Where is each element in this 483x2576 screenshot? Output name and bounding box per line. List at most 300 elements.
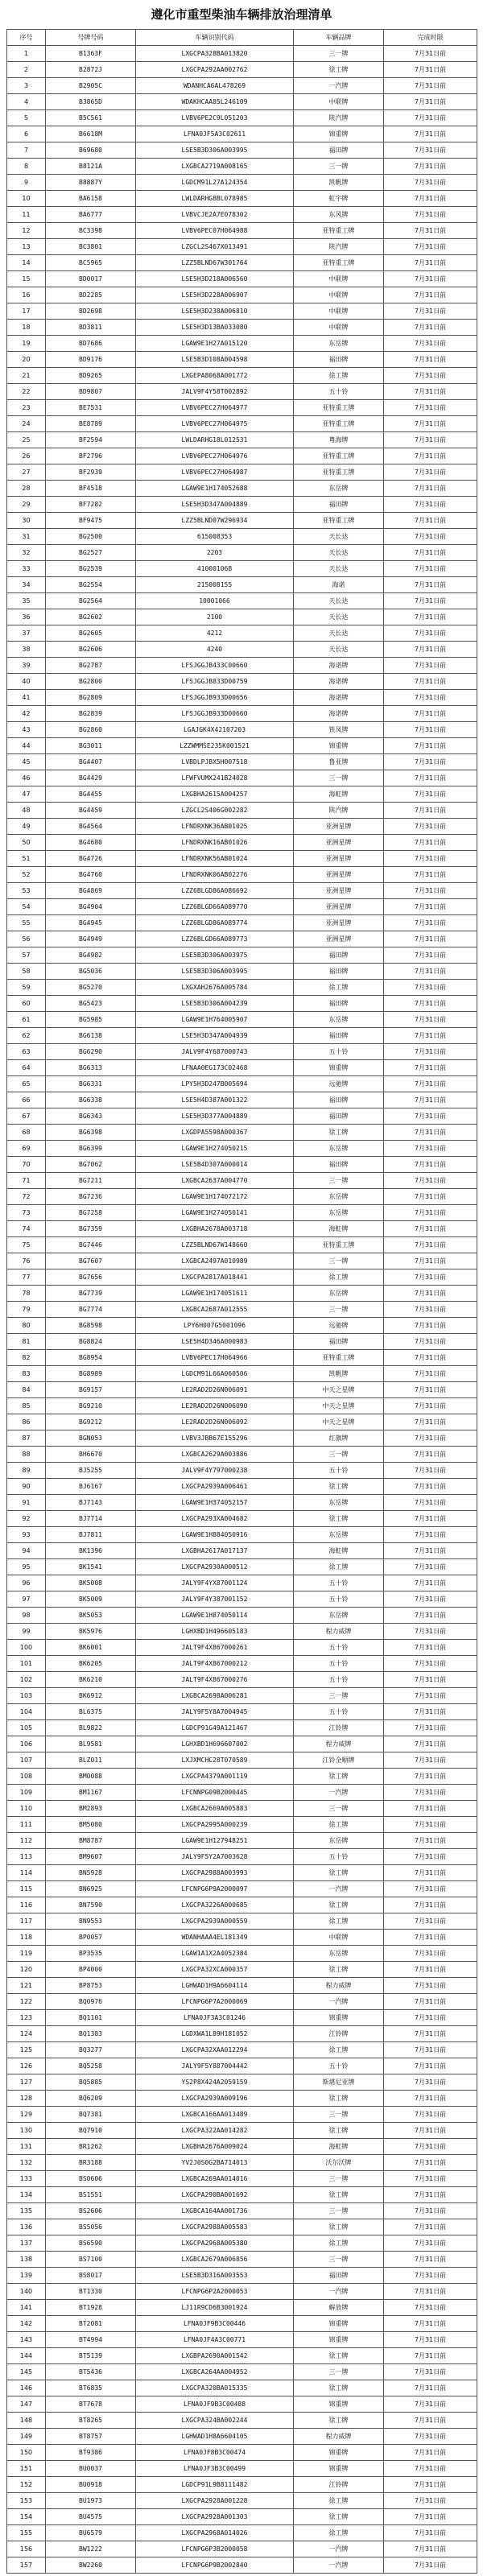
cell-index: 12 <box>7 223 46 239</box>
cell-deadline: 7月31日前 <box>384 1897 477 1913</box>
cell-deadline: 7月31日前 <box>384 561 477 577</box>
table-row <box>7 142 477 159</box>
cell-vin: LPY6H007G5001096 <box>136 1318 294 1334</box>
cell-brand: 徐工牌 <box>294 2219 384 2235</box>
cell-brand: 天长达 <box>294 642 384 658</box>
cell-deadline: 7月31日前 <box>384 2171 477 2187</box>
table-row <box>7 175 477 191</box>
cell-index: 41 <box>7 690 46 706</box>
cell-index: 142 <box>7 2316 46 2332</box>
table-row <box>7 481 477 497</box>
table-row <box>7 464 477 481</box>
table-row <box>7 1237 477 1253</box>
cell-plate: BG8989 <box>46 1366 136 1382</box>
cell-deadline: 7月31日前 <box>384 1382 477 1398</box>
table-row <box>7 2461 477 2477</box>
cell-deadline: 7月31日前 <box>384 416 477 432</box>
cell-plate: BG2554 <box>46 577 136 593</box>
cell-deadline: 7月31日前 <box>384 2155 477 2171</box>
cell-index: 31 <box>7 529 46 545</box>
cell-plate: BG7062 <box>46 1157 136 1173</box>
cell-brand: 东岳牌 <box>294 1012 384 1028</box>
table-row <box>7 2509 477 2525</box>
cell-plate: BQ7910 <box>46 2123 136 2139</box>
cell-plate: B2905C <box>46 78 136 94</box>
cell-index: 97 <box>7 1591 46 1608</box>
cell-index: 141 <box>7 2300 46 2316</box>
table-row <box>7 577 477 593</box>
cell-plate: BJ5255 <box>46 1463 136 1479</box>
cell-vin: JALT9F4X867000212 <box>136 1656 294 1672</box>
cell-plate: BG2602 <box>46 609 136 625</box>
table-row <box>7 1575 477 1591</box>
cell-deadline: 7月31日前 <box>384 1479 477 1495</box>
cell-vin: LGAW9E1H174072172 <box>136 1189 294 1205</box>
cell-plate: BG9212 <box>46 1414 136 1430</box>
cell-deadline: 7月31日前 <box>384 1769 477 1785</box>
cell-brand: 东岳牌 <box>294 1608 384 1624</box>
cell-plate: BG7656 <box>46 1269 136 1286</box>
cell-vin: LSE5H4D387A001322 <box>136 1092 294 1108</box>
cell-plate: BU4575 <box>46 2509 136 2525</box>
cell-vin: LXGBHA2676A009024 <box>136 2139 294 2155</box>
cell-vin: 615008353 <box>136 529 294 545</box>
cell-index: 66 <box>7 1092 46 1108</box>
cell-vin: LXGBHA2617A017137 <box>136 1543 294 1559</box>
cell-plate: BT1330 <box>46 2284 136 2300</box>
cell-brand: 徐工牌 <box>294 1817 384 1833</box>
cell-index: 88 <box>7 1447 46 1463</box>
cell-plate: BK5976 <box>46 1624 136 1640</box>
cell-deadline: 7月31日前 <box>384 2525 477 2541</box>
cell-vin: WDANHCA6AL478269 <box>136 78 294 94</box>
table-row <box>7 2541 477 2557</box>
cell-index: 138 <box>7 2252 46 2268</box>
cell-index: 3 <box>7 78 46 94</box>
cell-vin: LFNDRXNK36AB01025 <box>136 819 294 835</box>
cell-deadline: 7月31日前 <box>384 1624 477 1640</box>
cell-index: 133 <box>7 2171 46 2187</box>
cell-index: 96 <box>7 1575 46 1591</box>
cell-vin: LGHXBD1H496605183 <box>136 1624 294 1640</box>
cell-vin: LXGCPA290BA001692 <box>136 2187 294 2203</box>
table-row <box>7 1189 477 1205</box>
cell-index: 110 <box>7 1801 46 1817</box>
cell-brand: 锦重牌 <box>294 126 384 142</box>
table-row <box>7 2364 477 2380</box>
cell-plate: BU6579 <box>46 2525 136 2541</box>
cell-vin: LXGCPA2968A005380 <box>136 2235 294 2252</box>
cell-deadline: 7月31日前 <box>384 577 477 593</box>
cell-vin: LFNA0JF9B3C00488 <box>136 2396 294 2413</box>
cell-plate: BS1551 <box>46 2187 136 2203</box>
cell-deadline: 7月31日前 <box>384 786 477 803</box>
table-row <box>7 497 477 513</box>
cell-plate: BT5139 <box>46 2348 136 2364</box>
cell-deadline: 7月31日前 <box>384 223 477 239</box>
table-row <box>7 1334 477 1350</box>
cell-index: 111 <box>7 1817 46 1833</box>
table-row <box>7 1656 477 1672</box>
cell-deadline: 7月31日前 <box>384 706 477 722</box>
cell-index: 109 <box>7 1785 46 1801</box>
cell-deadline: 7月31日前 <box>384 867 477 883</box>
cell-deadline: 7月31日前 <box>384 658 477 674</box>
table-row <box>7 1962 477 1978</box>
cell-brand: 天长达 <box>294 593 384 609</box>
cell-plate: BR3188 <box>46 2155 136 2171</box>
cell-plate: BG7359 <box>46 1221 136 1237</box>
cell-plate: BG4945 <box>46 915 136 931</box>
table-row <box>7 2477 477 2493</box>
cell-deadline: 7月31日前 <box>384 1269 477 1286</box>
cell-plate: BT1928 <box>46 2300 136 2316</box>
cell-plate: BM0088 <box>46 1769 136 1785</box>
cell-index: 2 <box>7 62 46 78</box>
cell-index: 147 <box>7 2396 46 2413</box>
cell-vin: LZZWMMSE235K001521 <box>136 738 294 754</box>
cell-vin: LFNDRXNK56AB01024 <box>136 851 294 867</box>
cell-index: 107 <box>7 1752 46 1769</box>
cell-deadline: 7月31日前 <box>384 1688 477 1704</box>
cell-plate: BG7607 <box>46 1253 136 1269</box>
cell-deadline: 7月31日前 <box>384 2493 477 2509</box>
cell-vin: LSE5B3D306A004239 <box>136 996 294 1012</box>
table-row <box>7 1366 477 1382</box>
cell-brand: 徐工牌 <box>294 62 384 78</box>
cell-brand: 徐工牌 <box>294 2091 384 2107</box>
cell-index: 82 <box>7 1350 46 1366</box>
cell-vin: LXGCPA2817A018441 <box>136 1269 294 1286</box>
cell-vin: JALV9F4Y797000238 <box>136 1463 294 1479</box>
cell-index: 132 <box>7 2155 46 2171</box>
cell-brand: 三一牌 <box>294 46 384 62</box>
cell-deadline: 7月31日前 <box>384 2396 477 2413</box>
cell-vin: LXGBCA2687A012555 <box>136 1302 294 1318</box>
cell-vin: LXGCPA32XCA000357 <box>136 1962 294 1978</box>
vehicle-roster-table <box>6 29 477 2574</box>
cell-index: 86 <box>7 1414 46 1430</box>
cell-vin: LGDCM91L66A060506 <box>136 1366 294 1382</box>
cell-vin: LGAJGK4X42107203 <box>136 722 294 738</box>
cell-index: 104 <box>7 1704 46 1720</box>
column-header-index: 序号 <box>7 30 46 46</box>
cell-deadline: 7月31日前 <box>384 513 477 529</box>
table-row <box>7 980 477 996</box>
cell-plate: BG4726 <box>46 851 136 867</box>
cell-brand: 徐工牌 <box>294 2187 384 2203</box>
cell-deadline: 7月31日前 <box>384 642 477 658</box>
cell-brand: 陕汽牌 <box>294 110 384 126</box>
cell-vin: LXGCPA2930A000512 <box>136 1559 294 1575</box>
cell-vin: LGAW9E1H374052157 <box>136 1495 294 1511</box>
cell-deadline: 7月31日前 <box>384 2042 477 2058</box>
cell-index: 79 <box>7 1302 46 1318</box>
cell-brand: 徐工牌 <box>294 2235 384 2252</box>
cell-vin: LXGBCA269AA014016 <box>136 2171 294 2187</box>
cell-deadline: 7月31日前 <box>384 1962 477 1978</box>
cell-deadline: 7月31日前 <box>384 1672 477 1688</box>
cell-vin: JALT9F4X867000261 <box>136 1640 294 1656</box>
table-row <box>7 1414 477 1430</box>
cell-vin: 4240 <box>136 642 294 658</box>
cell-index: 144 <box>7 2348 46 2364</box>
cell-index: 71 <box>7 1173 46 1189</box>
cell-vin: LXGBCA264AA004952 <box>136 2364 294 2380</box>
table-row <box>7 1479 477 1495</box>
cell-vin: LFNA0JF3B3C00499 <box>136 2461 294 2477</box>
cell-index: 70 <box>7 1157 46 1173</box>
cell-vin: LSE5H3D13BA033080 <box>136 320 294 336</box>
cell-brand: 程力威牌 <box>294 1624 384 1640</box>
cell-plate: BL6375 <box>46 1704 136 1720</box>
cell-plate: BG4429 <box>46 770 136 786</box>
cell-index: 28 <box>7 481 46 497</box>
cell-deadline: 7月31日前 <box>384 271 477 287</box>
table-row <box>7 2300 477 2316</box>
cell-vin: LVBV3JBB67E155296 <box>136 1430 294 1447</box>
table-row <box>7 2413 477 2429</box>
cell-deadline: 7月31日前 <box>384 2074 477 2091</box>
cell-deadline: 7月31日前 <box>384 609 477 625</box>
table-row <box>7 819 477 835</box>
cell-brand: 海虹牌 <box>294 1543 384 1559</box>
cell-plate: BG8954 <box>46 1350 136 1366</box>
cell-deadline: 7月31日前 <box>384 62 477 78</box>
table-row <box>7 2187 477 2203</box>
cell-index: 124 <box>7 2026 46 2042</box>
cell-deadline: 7月31日前 <box>384 1704 477 1720</box>
cell-brand: 五十铃 <box>294 1591 384 1608</box>
cell-brand: 鲁亚牌 <box>294 754 384 770</box>
cell-vin: LXGEPA8068A001772 <box>136 368 294 384</box>
cell-brand: 徐工牌 <box>294 1865 384 1881</box>
cell-deadline: 7月31日前 <box>384 931 477 947</box>
cell-brand: 一汽牌 <box>294 2541 384 2557</box>
cell-plate: BR1262 <box>46 2139 136 2155</box>
table-row <box>7 1720 477 1736</box>
cell-index: 43 <box>7 722 46 738</box>
cell-plate: BN6925 <box>46 1881 136 1897</box>
cell-brand: 锦重牌 <box>294 2396 384 2413</box>
cell-deadline: 7月31日前 <box>384 1430 477 1447</box>
cell-deadline: 7月31日前 <box>384 207 477 223</box>
cell-plate: BT6835 <box>46 2380 136 2396</box>
cell-vin: LSE5H3D228A006907 <box>136 287 294 303</box>
cell-plate: BM2893 <box>46 1801 136 1817</box>
cell-vin: LSE5H3D347A004939 <box>136 1028 294 1044</box>
cell-deadline: 7月31日前 <box>384 2252 477 2268</box>
cell-brand: 天长达 <box>294 561 384 577</box>
cell-plate: BG6290 <box>46 1044 136 1060</box>
table-row <box>7 2493 477 2509</box>
cell-plate: BD0017 <box>46 271 136 287</box>
cell-index: 23 <box>7 400 46 416</box>
cell-plate: BU1973 <box>46 2493 136 2509</box>
cell-brand: 五十铃 <box>294 1656 384 1672</box>
cell-plate: BJ6167 <box>46 1479 136 1495</box>
table-row <box>7 1608 477 1624</box>
cell-brand: 中天之星牌 <box>294 1398 384 1414</box>
table-row <box>7 1157 477 1173</box>
cell-vin: WDAKHCAA85L246109 <box>136 94 294 110</box>
cell-brand: 陕汽牌 <box>294 803 384 819</box>
cell-vin: LXGCPA292AA002762 <box>136 62 294 78</box>
table-row <box>7 1269 477 1286</box>
cell-vin: LXGCPA3226A000685 <box>136 1897 294 1913</box>
cell-brand: 中联牌 <box>294 271 384 287</box>
table-row <box>7 255 477 271</box>
cell-plate: BT9386 <box>46 2445 136 2461</box>
cell-vin: LSE5B3D306A003995 <box>136 964 294 980</box>
cell-index: 55 <box>7 915 46 931</box>
cell-index: 157 <box>7 2557 46 2574</box>
cell-deadline: 7月31日前 <box>384 94 477 110</box>
cell-deadline: 7月31日前 <box>384 497 477 513</box>
table-row <box>7 2380 477 2396</box>
table-row <box>7 2316 477 2332</box>
cell-deadline: 7月31日前 <box>384 915 477 931</box>
cell-brand: 福田牌 <box>294 2268 384 2284</box>
cell-index: 94 <box>7 1543 46 1559</box>
cell-deadline: 7月31日前 <box>384 1978 477 1994</box>
cell-plate: BJ7714 <box>46 1511 136 1527</box>
cell-plate: BS2606 <box>46 2203 136 2219</box>
cell-plate: BG5423 <box>46 996 136 1012</box>
cell-vin: LXGCPA293XA004682 <box>136 1511 294 1527</box>
cell-vin: YV2J0S0G2BA714013 <box>136 2155 294 2171</box>
cell-plate: BM9607 <box>46 1849 136 1865</box>
cell-brand: 沃尔沃牌 <box>294 2155 384 2171</box>
cell-brand: 徐工牌 <box>294 2123 384 2139</box>
cell-index: 25 <box>7 432 46 448</box>
cell-index: 103 <box>7 1688 46 1704</box>
cell-deadline: 7月31日前 <box>384 593 477 609</box>
cell-brand: 海诺牌 <box>294 658 384 674</box>
cell-plate: B1363F <box>46 46 136 62</box>
cell-plate: BT2081 <box>46 2316 136 2332</box>
cell-vin: LZZ5BLND67W148660 <box>136 1237 294 1253</box>
cell-plate: BL9822 <box>46 1720 136 1736</box>
cell-vin: LVBV6PEC07H064988 <box>136 223 294 239</box>
cell-index: 129 <box>7 2107 46 2123</box>
cell-vin: LSE5H3D347A004889 <box>136 497 294 513</box>
cell-deadline: 7月31日前 <box>384 110 477 126</box>
cell-brand: 中天之星牌 <box>294 1382 384 1398</box>
table-row <box>7 561 477 577</box>
cell-deadline: 7月31日前 <box>384 770 477 786</box>
cell-plate: BS7100 <box>46 2252 136 2268</box>
cell-index: 54 <box>7 899 46 915</box>
cell-brand: 福田牌 <box>294 964 384 980</box>
cell-index: 105 <box>7 1720 46 1736</box>
table-row <box>7 1350 477 1366</box>
table-row <box>7 1028 477 1044</box>
cell-index: 68 <box>7 1125 46 1141</box>
cell-plate: BG2605 <box>46 625 136 642</box>
cell-deadline: 7月31日前 <box>384 2380 477 2396</box>
cell-deadline: 7月31日前 <box>384 400 477 416</box>
cell-brand: 陕汽牌 <box>294 239 384 255</box>
table-row <box>7 1704 477 1720</box>
cell-deadline: 7月31日前 <box>384 1302 477 1318</box>
cell-plate: BG4455 <box>46 786 136 803</box>
cell-vin: LVBV6PEC17H064966 <box>136 1350 294 1366</box>
cell-plate: BG2539 <box>46 561 136 577</box>
cell-index: 11 <box>7 207 46 223</box>
table-row <box>7 352 477 368</box>
cell-deadline: 7月31日前 <box>384 1189 477 1205</box>
cell-plate: BG4869 <box>46 883 136 899</box>
cell-vin: LGAW9E1H274050215 <box>136 1141 294 1157</box>
cell-plate: BK6205 <box>46 1656 136 1672</box>
cell-brand: 徐工牌 <box>294 2413 384 2429</box>
cell-vin: LXGBCA164AA001736 <box>136 2203 294 2219</box>
cell-index: 100 <box>7 1640 46 1656</box>
cell-index: 114 <box>7 1865 46 1881</box>
cell-deadline: 7月31日前 <box>384 690 477 706</box>
cell-plate: BG2606 <box>46 642 136 658</box>
cell-index: 34 <box>7 577 46 593</box>
cell-plate: BG7446 <box>46 1237 136 1253</box>
cell-deadline: 7月31日前 <box>384 1334 477 1350</box>
cell-index: 16 <box>7 287 46 303</box>
cell-brand: 三一牌 <box>294 2171 384 2187</box>
cell-index: 39 <box>7 658 46 674</box>
table-row <box>7 883 477 899</box>
cell-brand: 福田牌 <box>294 352 384 368</box>
cell-brand: 亚洲星牌 <box>294 835 384 851</box>
cell-plate: BF2594 <box>46 432 136 448</box>
cell-index: 127 <box>7 2074 46 2091</box>
cell-deadline: 7月31日前 <box>384 1060 477 1076</box>
cell-brand: 中联牌 <box>294 94 384 110</box>
cell-deadline: 7月31日前 <box>384 1028 477 1044</box>
cell-index: 72 <box>7 1189 46 1205</box>
cell-vin: LFNA0JF4A3C00771 <box>136 2332 294 2348</box>
cell-brand: 亚特重工牌 <box>294 255 384 271</box>
cell-plate: BQ5258 <box>46 2058 136 2074</box>
cell-brand: 三一牌 <box>294 1801 384 1817</box>
cell-index: 62 <box>7 1028 46 1044</box>
cell-brand: 一汽牌 <box>294 1785 384 1801</box>
cell-vin: JALY9F5Y2A7003628 <box>136 1849 294 1865</box>
cell-brand: 天长达 <box>294 609 384 625</box>
cell-index: 29 <box>7 497 46 513</box>
cell-vin: LPY5H3D247B005694 <box>136 1076 294 1092</box>
cell-vin: LXGBCA2497A010989 <box>136 1253 294 1269</box>
cell-index: 135 <box>7 2203 46 2219</box>
cell-vin: LSE5H3D377A004889 <box>136 1108 294 1125</box>
cell-vin: LGDCP91L9B8111482 <box>136 2477 294 2493</box>
table-row <box>7 1382 477 1398</box>
cell-deadline: 7月31日前 <box>384 2187 477 2203</box>
cell-index: 149 <box>7 2429 46 2445</box>
cell-plate: BP4000 <box>46 1962 136 1978</box>
cell-plate: BD3811 <box>46 320 136 336</box>
cell-brand: 锦重牌 <box>294 2461 384 2477</box>
table-row <box>7 1318 477 1334</box>
cell-vin: LGAW9E1H27A015120 <box>136 336 294 352</box>
cell-deadline: 7月31日前 <box>384 368 477 384</box>
table-row <box>7 1833 477 1849</box>
cell-deadline: 7月31日前 <box>384 2268 477 2284</box>
cell-deadline: 7月31日前 <box>384 2123 477 2139</box>
cell-index: 125 <box>7 2042 46 2058</box>
cell-vin: LXGCPA2995A000239 <box>136 1817 294 1833</box>
table-row <box>7 448 477 464</box>
cell-brand: 程力威牌 <box>294 1736 384 1752</box>
